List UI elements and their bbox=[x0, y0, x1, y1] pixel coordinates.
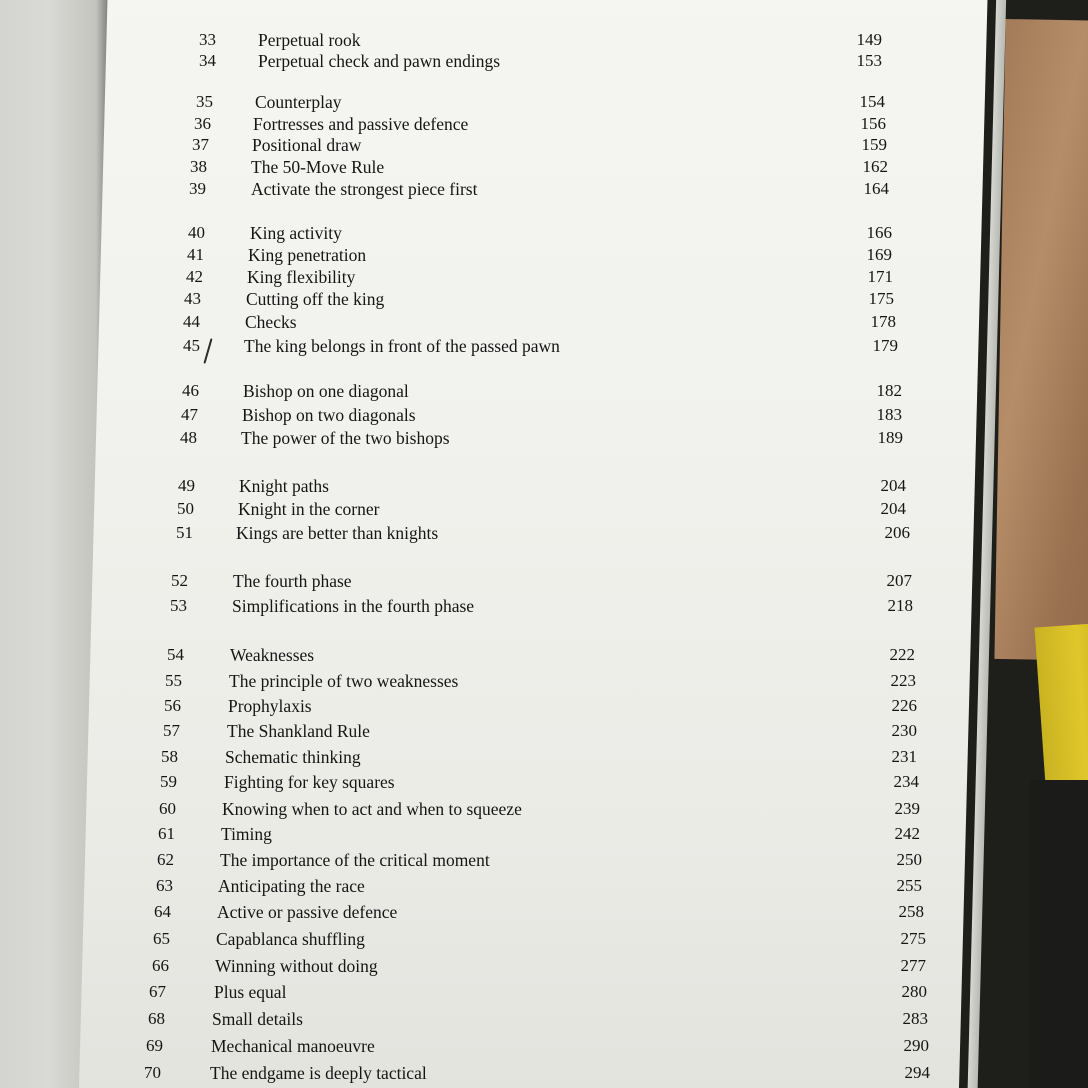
toc-entry-page: 154 bbox=[859, 92, 885, 111]
toc-entry-number: 51 bbox=[176, 523, 193, 542]
toc-entry bbox=[0, 570, 1088, 594]
toc-entry-number: 57 bbox=[163, 721, 180, 740]
toc-entry-page: 189 bbox=[877, 428, 903, 447]
toc-entry bbox=[0, 823, 1088, 847]
toc-entry-number: 69 bbox=[146, 1036, 163, 1055]
toc-entry bbox=[0, 427, 1088, 451]
toc-entry-title: The 50-Move Rule bbox=[251, 157, 385, 177]
toc-entry-page: 223 bbox=[890, 671, 916, 690]
toc-entry-number: 37 bbox=[192, 135, 209, 154]
toc-entry-page: 182 bbox=[876, 381, 902, 400]
toc-entry bbox=[0, 798, 1088, 822]
toc-entry-title: Timing bbox=[221, 824, 272, 844]
toc-entry-number: 49 bbox=[178, 476, 195, 495]
toc-entry bbox=[0, 771, 1088, 795]
toc-entry-page: 156 bbox=[860, 114, 886, 133]
toc-entry-number: 50 bbox=[177, 499, 194, 518]
toc-entry-title: The power of the two bishops bbox=[241, 428, 450, 448]
toc-entry-page: 178 bbox=[870, 312, 896, 331]
toc-entry bbox=[0, 928, 1088, 952]
toc-entry-page: 242 bbox=[894, 824, 920, 843]
toc-entry-page: 283 bbox=[902, 1009, 928, 1028]
toc-entry-page: 250 bbox=[896, 850, 922, 869]
toc-entry bbox=[0, 981, 1088, 1005]
toc-entry-number: 36 bbox=[194, 114, 211, 133]
toc-entry-title: Schematic thinking bbox=[225, 747, 361, 767]
toc-entry bbox=[0, 595, 1088, 619]
toc-entry-page: 171 bbox=[867, 267, 893, 286]
toc-entry-number: 47 bbox=[181, 405, 198, 424]
toc-entry-number: 64 bbox=[154, 902, 171, 921]
toc-entry bbox=[0, 1062, 1088, 1086]
toc-entry-number: 40 bbox=[188, 223, 205, 242]
toc-entry-page: 258 bbox=[898, 902, 924, 921]
toc-entry-page: 149 bbox=[856, 30, 882, 49]
toc-entry-page: 218 bbox=[887, 596, 913, 615]
toc-entry-number: 55 bbox=[165, 671, 182, 690]
toc-entry-title: Fortresses and passive defence bbox=[253, 114, 469, 134]
toc-entry-number: 54 bbox=[167, 645, 184, 664]
toc-entry-page: 277 bbox=[900, 956, 926, 975]
toc-entry-page: 255 bbox=[896, 876, 922, 895]
toc-entry bbox=[0, 695, 1088, 719]
toc-entry bbox=[0, 222, 1088, 246]
toc-entry-page: 222 bbox=[889, 645, 915, 664]
toc-entry-number: 34 bbox=[199, 51, 216, 70]
toc-entry bbox=[0, 266, 1088, 290]
toc-entry-title: Fighting for key squares bbox=[224, 772, 395, 792]
toc-entry-title: Counterplay bbox=[255, 92, 342, 112]
toc-entry-title: Knight in the corner bbox=[238, 499, 380, 519]
toc-entry-title: The Shankland Rule bbox=[227, 721, 370, 741]
toc-entry-number: 38 bbox=[190, 157, 207, 176]
toc-entry-number: 42 bbox=[186, 267, 203, 286]
toc-entry-number: 33 bbox=[199, 30, 216, 49]
toc-entry-page: 275 bbox=[900, 929, 926, 948]
toc-entry-number: 35 bbox=[196, 92, 213, 111]
toc-entry-page: 162 bbox=[862, 157, 888, 176]
toc-entry-number: 67 bbox=[149, 982, 166, 1001]
toc-entry-number: 60 bbox=[159, 799, 176, 818]
toc-entry-number: 65 bbox=[153, 929, 170, 948]
toc-entry-page: 169 bbox=[866, 245, 892, 264]
toc-entry-number: 68 bbox=[148, 1009, 165, 1028]
toc-entry bbox=[0, 178, 1088, 202]
toc-entry-page: 159 bbox=[861, 135, 887, 154]
toc-entry bbox=[0, 288, 1088, 312]
toc-entry-page: 280 bbox=[901, 982, 927, 1001]
toc-entry-page: 206 bbox=[884, 523, 910, 542]
toc-entry-page: 230 bbox=[891, 721, 917, 740]
toc-entry-page: 153 bbox=[856, 51, 882, 70]
toc-entry-number: 43 bbox=[184, 289, 201, 308]
toc-entry-title: Knowing when to act and when to squeeze bbox=[222, 799, 522, 819]
toc-entry-title: Mechanical manoeuvre bbox=[211, 1036, 375, 1056]
toc-entry-number: 53 bbox=[170, 596, 187, 615]
toc-entry bbox=[0, 380, 1088, 404]
toc-entry bbox=[0, 50, 1088, 74]
toc-entry-page: 204 bbox=[880, 499, 906, 518]
toc-entry bbox=[0, 746, 1088, 770]
toc-entry-number: 48 bbox=[180, 428, 197, 447]
toc-entry-number: 58 bbox=[161, 747, 178, 766]
toc-entry-page: 179 bbox=[872, 336, 898, 355]
toc-entry-number: 41 bbox=[187, 245, 204, 264]
toc-entry-number: 70 bbox=[144, 1063, 161, 1082]
toc-entry bbox=[0, 91, 1088, 115]
toc-entry bbox=[0, 1035, 1088, 1059]
toc-entry bbox=[0, 720, 1088, 744]
toc-entry-title: Weaknesses bbox=[230, 645, 315, 665]
toc-entry-page: 290 bbox=[903, 1036, 929, 1055]
toc-entry-title: Bishop on two diagonals bbox=[242, 405, 416, 425]
toc-entry bbox=[0, 875, 1088, 899]
toc-entry-title: Plus equal bbox=[214, 982, 287, 1002]
toc-entry-number: 62 bbox=[157, 850, 174, 869]
toc-entry-title: Bishop on one diagonal bbox=[243, 381, 409, 401]
toc-entry-title: Capablanca shuffling bbox=[216, 929, 365, 949]
toc-entry bbox=[0, 404, 1088, 428]
toc-entry-number: 59 bbox=[160, 772, 177, 791]
toc-entry-title: The principle of two weaknesses bbox=[229, 671, 459, 691]
toc-entry-title: Knight paths bbox=[239, 476, 329, 496]
toc-entry bbox=[0, 901, 1088, 925]
toc-entry-title: The king belongs in front of the passed pawn bbox=[244, 336, 560, 356]
toc-entry bbox=[0, 1008, 1088, 1032]
toc-entry-page: 175 bbox=[868, 289, 894, 308]
toc-entry-title: Positional draw bbox=[252, 135, 362, 155]
toc-entry-title: The endgame is deeply tactical bbox=[210, 1063, 427, 1083]
toc-entry-number: 45 bbox=[183, 336, 200, 355]
toc-entry-number: 46 bbox=[182, 381, 199, 400]
toc-entry-page: 204 bbox=[880, 476, 906, 495]
toc-entry bbox=[0, 522, 1088, 546]
toc-entry-title: Kings are better than knights bbox=[236, 523, 439, 543]
toc-entry-page: 183 bbox=[876, 405, 902, 424]
toc-entry-title: The fourth phase bbox=[233, 571, 352, 591]
toc-entry-page: 294 bbox=[904, 1063, 930, 1082]
toc-entry-page: 166 bbox=[866, 223, 892, 242]
toc-entry-number: 39 bbox=[189, 179, 206, 198]
toc-entry-title: Checks bbox=[245, 312, 297, 332]
toc-entry-title: Prophylaxis bbox=[228, 696, 312, 716]
toc-entry-title: King flexibility bbox=[247, 267, 356, 287]
toc-entry-number: 52 bbox=[171, 571, 188, 590]
toc-entry-title: Perpetual check and pawn endings bbox=[258, 51, 501, 71]
toc-entry bbox=[0, 156, 1088, 180]
toc-entry-title: Active or passive defence bbox=[217, 902, 398, 922]
toc-entry bbox=[0, 955, 1088, 979]
toc-entry-title: The importance of the critical moment bbox=[220, 850, 490, 870]
toc-entry-number: 66 bbox=[152, 956, 169, 975]
toc-entry-title: Cutting off the king bbox=[246, 289, 385, 309]
toc-entry bbox=[0, 134, 1088, 158]
toc-entry bbox=[0, 849, 1088, 873]
toc-entry-page: 234 bbox=[893, 772, 919, 791]
toc-entry-page: 164 bbox=[863, 179, 889, 198]
toc-entry-title: Winning without doing bbox=[215, 956, 378, 976]
toc-entry-page: 226 bbox=[891, 696, 917, 715]
toc-entry-page: 231 bbox=[891, 747, 917, 766]
toc-entry-title: Activate the strongest piece first bbox=[251, 179, 478, 199]
toc-entry-number: 56 bbox=[164, 696, 181, 715]
toc-entry-number: 63 bbox=[156, 876, 173, 895]
toc-entry bbox=[0, 244, 1088, 268]
toc-entry-number: 44 bbox=[183, 312, 200, 331]
toc-entry-page: 239 bbox=[894, 799, 920, 818]
toc-entry bbox=[0, 670, 1088, 694]
toc-entry-page: 207 bbox=[886, 571, 912, 590]
toc-entry bbox=[0, 475, 1088, 499]
toc-entry-title: Perpetual rook bbox=[258, 30, 361, 50]
toc-entry bbox=[0, 335, 1088, 359]
toc-entry bbox=[0, 311, 1088, 335]
toc-entry-title: Anticipating the race bbox=[218, 876, 365, 896]
toc-entry bbox=[0, 644, 1088, 668]
toc-entry-title: King penetration bbox=[248, 245, 367, 265]
toc-entry-title: Simplifications in the fourth phase bbox=[232, 596, 475, 616]
toc-entry bbox=[0, 498, 1088, 522]
toc-entry-number: 61 bbox=[158, 824, 175, 843]
toc-entry-title: Small details bbox=[212, 1009, 303, 1029]
toc-entry-title: King activity bbox=[250, 223, 342, 243]
